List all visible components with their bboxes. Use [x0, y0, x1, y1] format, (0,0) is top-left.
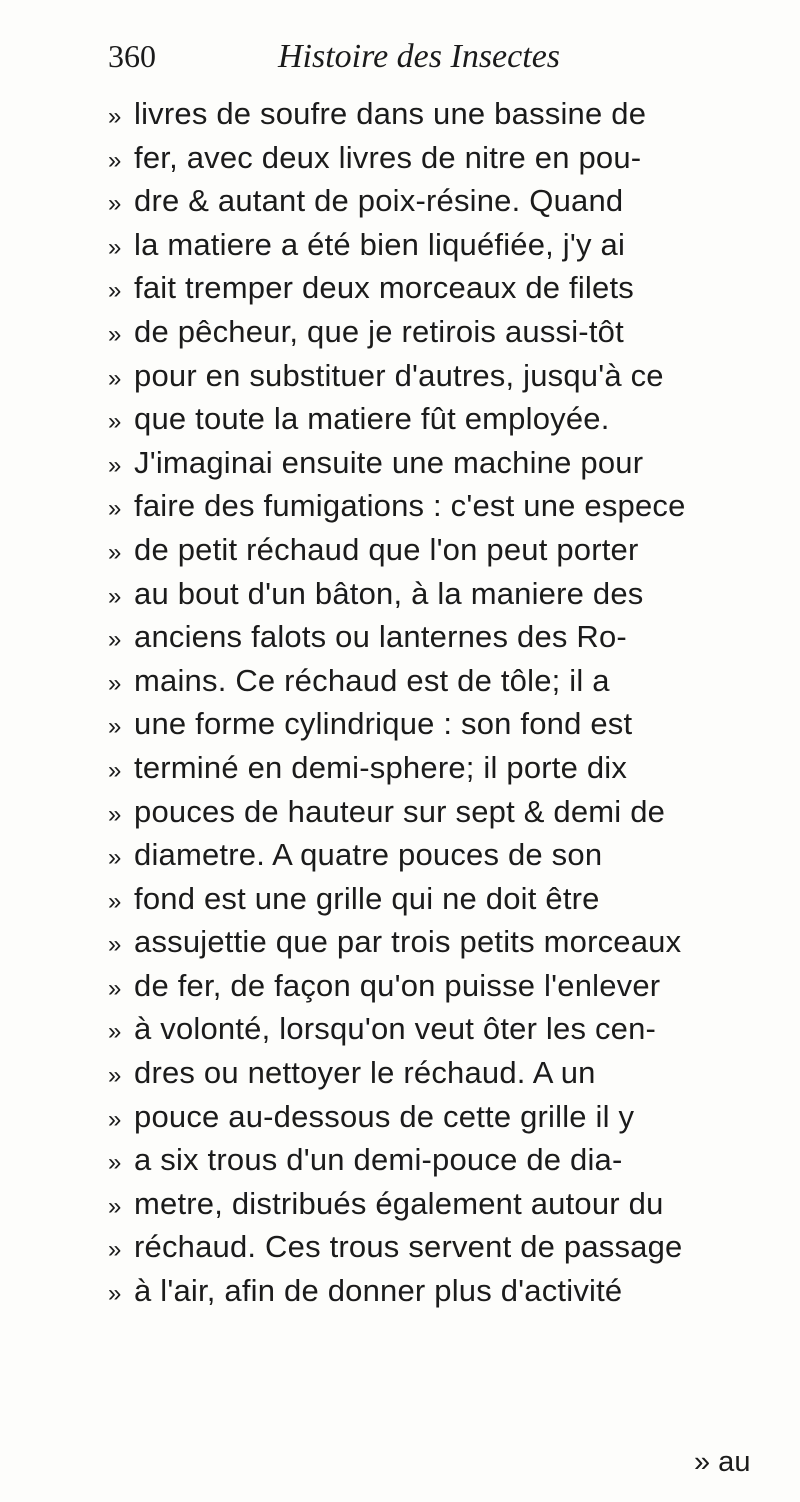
line-text: livres de soufre dans une bassine de — [134, 96, 647, 131]
quotation-mark: » — [108, 408, 122, 436]
line-text: J'imaginai ensuite une machine pour — [134, 444, 644, 480]
quotation-mark: » — [108, 582, 122, 610]
text-line — [108, 528, 748, 572]
quotation-mark: » — [108, 1192, 122, 1220]
line-text: mains. Ce réchaud est de tôle; il a — [134, 662, 610, 698]
text-line — [108, 310, 748, 354]
quotation-mark: » — [108, 844, 122, 872]
quotation-mark: » — [108, 974, 122, 1002]
line-text: la matiere a été bien liquéfiée, j'y ai — [134, 226, 626, 262]
text-line — [108, 1007, 748, 1051]
text-line — [108, 833, 748, 877]
text-line — [108, 1269, 748, 1313]
line-text: diametre. A quatre pouces de son — [134, 837, 603, 873]
text-line — [108, 659, 748, 703]
line-text: faire des fumigations : c'est une espece — [134, 488, 686, 524]
page-header — [108, 38, 728, 84]
page-number: 360 — [108, 38, 156, 74]
line-text: de fer, de façon qu'on puisse l'enlever — [134, 967, 661, 1003]
line-text: de pêcheur, que je retirois aussi-tôt — [134, 313, 624, 349]
quotation-mark: » — [108, 451, 122, 479]
line-text: de petit réchaud que l'on peut porter — [134, 531, 639, 567]
line-text: pouce au-dessous de cette grille il y — [134, 1098, 635, 1134]
line-text: anciens falots ou lanternes des Ro- — [134, 619, 627, 655]
text-line — [108, 484, 748, 528]
line-text: metre, distribués également autour du — [134, 1185, 664, 1221]
line-text: pouces de hauteur sur sept & demi de — [134, 793, 666, 829]
text-line — [108, 354, 748, 398]
quotation-mark: » — [108, 931, 122, 959]
quotation-mark: » — [108, 626, 122, 654]
text-line — [108, 920, 748, 964]
quotation-mark: » — [108, 1062, 122, 1090]
quotation-mark: » — [108, 669, 122, 697]
quotation-mark: » — [108, 1105, 122, 1133]
quotation-mark: » — [108, 756, 122, 784]
quotation-mark: » — [108, 320, 122, 348]
quotation-mark: » — [108, 538, 122, 566]
text-line — [108, 441, 748, 485]
body-text — [108, 92, 748, 1313]
text-line — [108, 1138, 748, 1182]
line-text: réchaud. Ces trous servent de passage — [134, 1229, 683, 1265]
line-text: fond est une grille qui ne doit être — [134, 880, 600, 916]
text-line — [108, 136, 748, 180]
line-text: à l'air, afin de donner plus d'activité — [134, 1273, 623, 1309]
text-line — [108, 877, 748, 921]
text-line — [108, 223, 748, 267]
text-line — [108, 1095, 748, 1139]
text-line — [108, 1225, 748, 1269]
quotation-mark: » — [108, 495, 122, 523]
text-line — [108, 790, 748, 834]
text-line — [108, 92, 748, 136]
text-line — [108, 1182, 748, 1226]
quotation-mark: » — [108, 1149, 122, 1177]
quotation-mark: » — [108, 1280, 122, 1308]
line-text: pour en substituer d'autres, jusqu'à ce — [134, 357, 664, 393]
quotation-mark: » — [108, 364, 122, 392]
line-text: dre & autant de poix-résine. Quand — [134, 183, 624, 219]
line-text: au bout d'un bâton, à la maniere des — [134, 575, 644, 611]
quotation-mark: » — [108, 1236, 122, 1264]
text-line — [108, 746, 748, 790]
line-text: fer, avec deux livres de nitre en pou- — [134, 139, 642, 175]
text-line — [108, 397, 748, 441]
line-text: assujettie que par trois petits morceaux — [134, 924, 682, 960]
quotation-mark: » — [108, 103, 122, 130]
quotation-mark: » — [108, 800, 122, 828]
line-text: fait tremper deux morceaux de filets — [134, 270, 634, 306]
line-text: à volonté, lorsqu'on veut ôter les cen- — [134, 1011, 657, 1047]
quotation-mark: » — [108, 1018, 122, 1046]
line-text: terminé en demi-sphere; il porte dix — [134, 749, 628, 785]
quotation-mark: » — [108, 146, 122, 174]
quotation-mark: » — [108, 887, 122, 915]
text-line — [108, 702, 748, 746]
line-text: dres ou nettoyer le réchaud. A un — [134, 1055, 596, 1091]
text-line — [108, 1051, 748, 1095]
text-line — [108, 615, 748, 659]
line-text: une forme cylindrique : son fond est — [134, 706, 633, 742]
quotation-mark: » — [108, 190, 122, 218]
quotation-mark: » — [108, 713, 122, 741]
running-title: Histoire des Insectes — [278, 38, 561, 75]
text-line — [108, 572, 748, 616]
text-line — [108, 266, 748, 310]
line-text: que toute la matiere fût employée. — [134, 401, 610, 437]
quotation-mark: » — [108, 233, 122, 261]
text-line — [108, 179, 748, 223]
quotation-mark: » — [108, 277, 122, 305]
text-line — [108, 964, 748, 1008]
catchword: » au — [694, 1446, 751, 1478]
line-text: a six trous d'un demi-pouce de dia- — [134, 1142, 623, 1178]
